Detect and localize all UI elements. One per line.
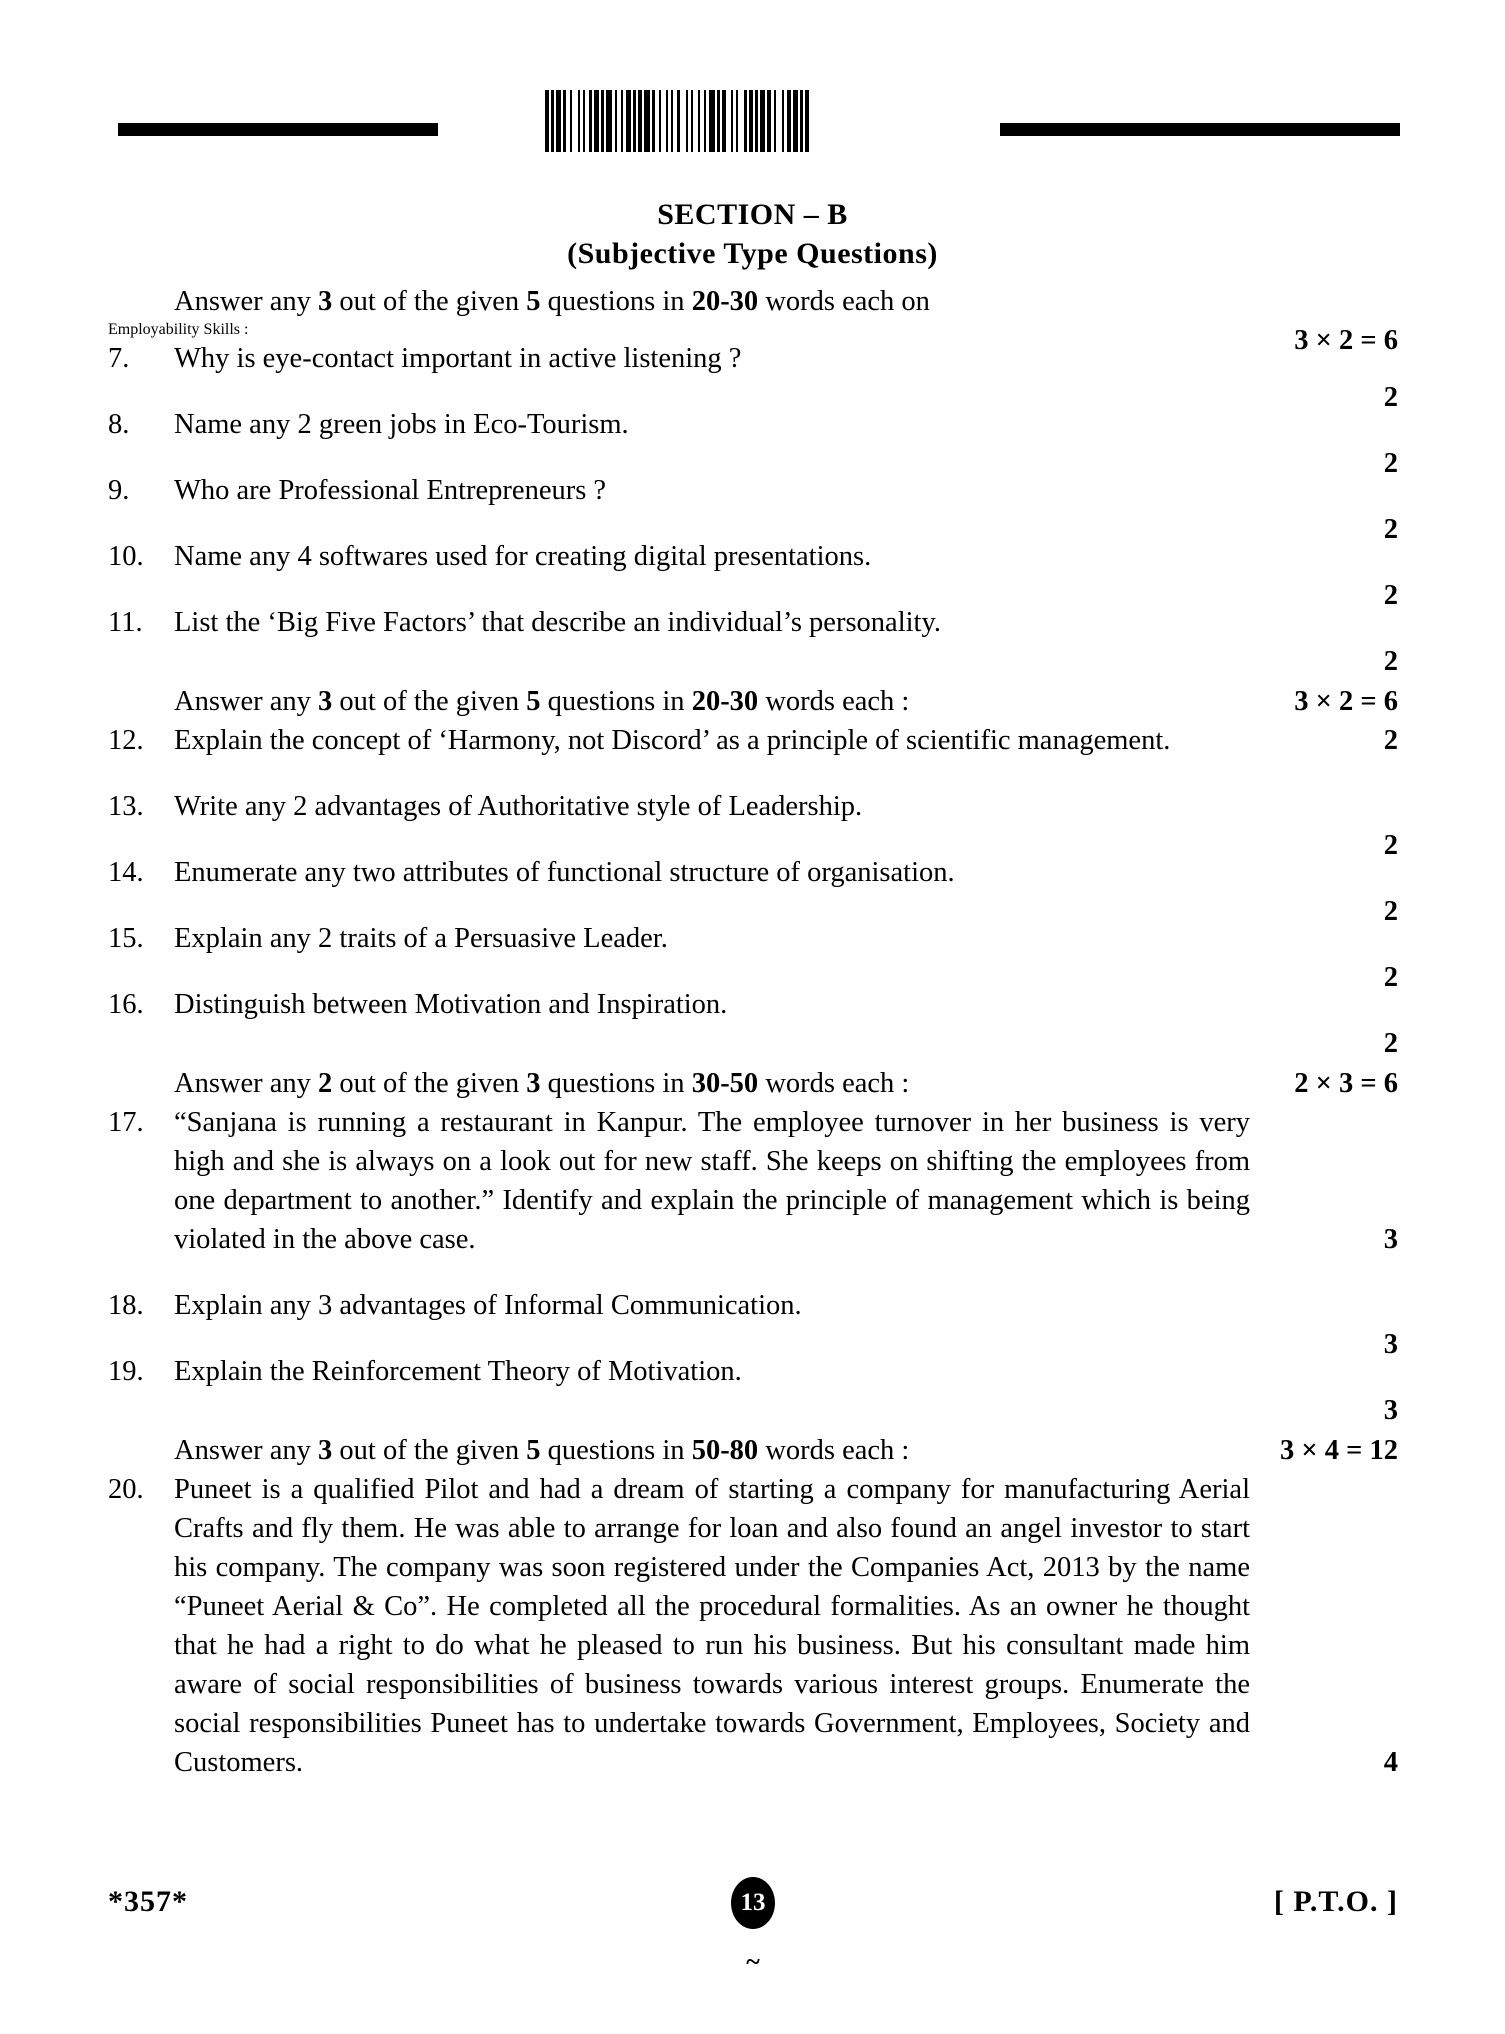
question-row <box>108 787 1398 861</box>
instruction-text: Answer any 3 out of the given 5 questions in 20-30 words each : <box>174 686 910 717</box>
question-marks: 2 <box>1383 1028 1398 1059</box>
spacer <box>108 958 1398 985</box>
question-marks: 2 <box>1383 514 1398 545</box>
question-number: 20. <box>108 1474 144 1505</box>
question-row <box>108 537 1398 611</box>
question-row <box>108 721 1398 760</box>
spacer <box>108 444 1398 471</box>
question-row <box>108 339 1398 413</box>
question-row <box>108 405 1398 479</box>
question-number: 11. <box>108 607 143 638</box>
question-number: 7. <box>108 343 130 374</box>
question-marks: 2 <box>1383 962 1398 993</box>
question-row <box>108 1470 1398 1782</box>
question-marks: 2 <box>1383 580 1398 611</box>
section-title: SECTION – B <box>657 198 848 231</box>
question-text: Explain the Reinforcement Theory of Motivation. <box>174 1356 742 1387</box>
spacer <box>108 760 1398 787</box>
question-row <box>108 603 1398 677</box>
pto-label: [ P.T.O. ] <box>1273 1885 1398 1918</box>
question-row <box>108 853 1398 927</box>
header-rule-left <box>118 123 438 136</box>
instruction-marks: 2 × 3 = 6 <box>1294 1068 1398 1099</box>
question-text: Explain the concept of ‘Harmony, not Discord’ as a principle of scientific management. <box>174 725 1171 756</box>
spacer <box>108 1259 1398 1286</box>
question-number: 12. <box>108 725 144 756</box>
spacer <box>108 1391 1398 1431</box>
instruction-marks: 3 × 2 = 6 <box>1294 325 1398 356</box>
spacer <box>108 510 1398 537</box>
question-row <box>108 919 1398 993</box>
instruction-text-line2: Employability Skills : <box>108 321 249 338</box>
instruction-row <box>108 282 1398 356</box>
question-row <box>108 1103 1398 1259</box>
spacer <box>108 576 1398 603</box>
question-number: 19. <box>108 1356 144 1387</box>
question-number: 10. <box>108 541 144 572</box>
question-marks: 2 <box>1383 448 1398 479</box>
question-text: “Sanjana is running a restaurant in Kanpur. The employee turnover in her business is very high and she is always on a look out for new staff. She keeps on shifting the employees from one department to another.” Identify and explain the principle of management which is being violated in the above case. <box>174 1107 1250 1255</box>
question-text: Name any 2 green jobs in Eco-Tourism. <box>174 409 629 440</box>
question-number: 15. <box>108 923 144 954</box>
question-row <box>108 985 1398 1059</box>
question-text: Write any 2 advantages of Authoritative style of Leadership. <box>174 791 863 822</box>
question-marks: 3 <box>1383 1224 1398 1255</box>
header-band <box>0 108 1505 188</box>
question-marks: 4 <box>1383 1747 1398 1778</box>
question-marks: 3 <box>1383 1329 1398 1360</box>
tilde-mark: ~ <box>746 1947 760 1976</box>
barcode-icon <box>545 90 975 152</box>
question-marks: 3 <box>1383 1395 1398 1426</box>
questions-container <box>108 282 1398 1782</box>
question-row <box>108 1352 1398 1426</box>
question-marks: 2 <box>1383 382 1398 413</box>
instruction-row <box>108 682 1398 721</box>
question-text: List the ‘Big Five Factors’ that describe an individual’s personality. <box>174 607 941 638</box>
question-marks: 2 <box>1383 896 1398 927</box>
question-marks: 2 <box>1383 725 1398 756</box>
spacer <box>108 892 1398 919</box>
page-footer <box>108 1885 1398 1976</box>
instruction-row <box>108 1431 1398 1470</box>
instruction-row <box>108 1064 1398 1103</box>
page-number-badge: 13 <box>731 1877 775 1929</box>
spacer <box>108 1024 1398 1064</box>
instruction-text: Answer any 3 out of the given 5 questions in 50-80 words each : <box>174 1435 910 1466</box>
question-row <box>108 471 1398 545</box>
instruction-marks: 3 × 2 = 6 <box>1294 686 1398 717</box>
question-marks: 2 <box>1383 646 1398 677</box>
header-rule-right <box>1000 123 1400 136</box>
spacer <box>108 826 1398 853</box>
question-marks: 2 <box>1383 830 1398 861</box>
spacer <box>108 378 1398 405</box>
spacer <box>108 642 1398 682</box>
question-number: 14. <box>108 857 144 888</box>
paper-code: *357* <box>108 1885 188 1918</box>
question-text: Who are Professional Entrepreneurs ? <box>174 475 607 506</box>
question-number: 16. <box>108 989 144 1020</box>
instruction-text: Answer any 2 out of the given 3 questions in 30-50 words each : <box>174 1068 910 1099</box>
question-number: 18. <box>108 1290 144 1321</box>
spacer <box>108 1325 1398 1352</box>
question-text: Enumerate any two attributes of functional structure of organisation. <box>174 857 955 888</box>
question-number: 17. <box>108 1107 144 1138</box>
question-number: 8. <box>108 409 130 440</box>
question-text: Puneet is a qualified Pilot and had a dream of starting a company for manufacturing Aerial Crafts and fly them. He was able to arrange for loan and also found an angel investor to start his company. The company was soon registered under the Companies Act, 2013 by the name “Puneet Aerial & Co”. He completed all the procedural formalities. As an owner he thought that he had a right to do what he pleased to run his business. But his consultant made him aware of social responsibilities of business towards various interest groups. Enumerate the social responsibilities Puneet has to undertake towards Government, Employees, Society and Customers. <box>174 1474 1250 1778</box>
question-text: Explain any 2 traits of a Persuasive Leader. <box>174 923 668 954</box>
section-subtitle: (Subjective Type Questions) <box>567 237 938 270</box>
question-text: Explain any 3 advantages of Informal Communication. <box>174 1290 802 1321</box>
instruction-text: Answer any 3 out of the given 5 questions in 20-30 words each on <box>174 286 930 317</box>
question-number: 9. <box>108 475 130 506</box>
instruction-marks: 3 × 4 = 12 <box>1280 1435 1398 1466</box>
question-text: Why is eye-contact important in active listening ? <box>174 343 742 374</box>
question-row <box>108 1286 1398 1360</box>
question-number: 13. <box>108 791 144 822</box>
question-text: Name any 4 softwares used for creating digital presentations. <box>174 541 872 572</box>
question-text: Distinguish between Motivation and Inspiration. <box>174 989 728 1020</box>
